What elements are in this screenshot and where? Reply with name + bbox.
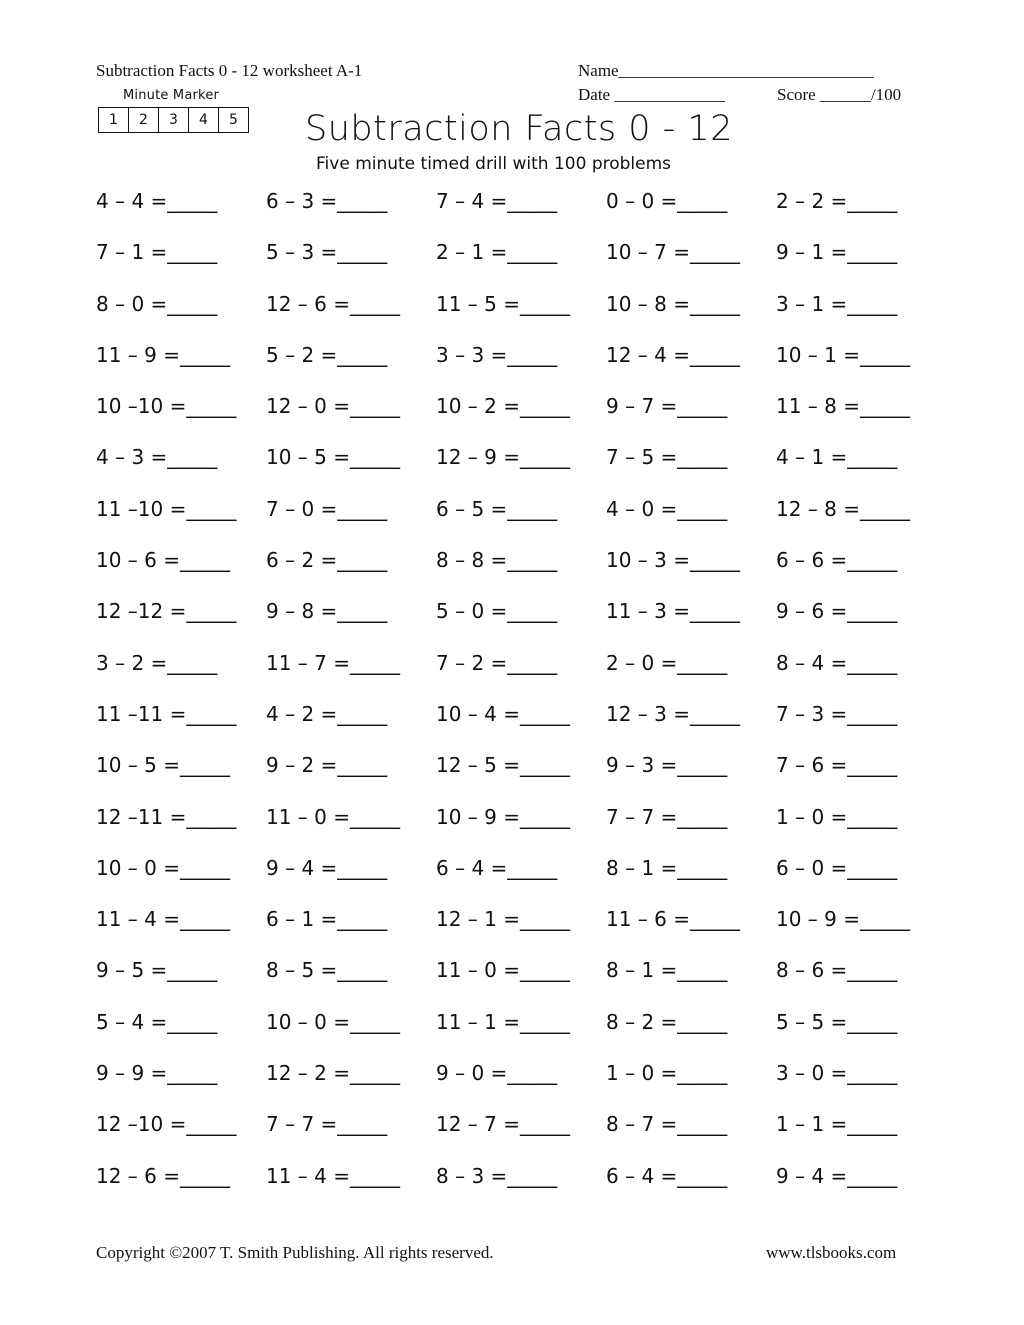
minute-marker-cell: 5 <box>229 112 238 128</box>
subtraction-problem: 6 – 3 =_____ <box>266 189 388 213</box>
subtraction-problem: 9 – 0 =_____ <box>436 1061 558 1086</box>
subtraction-problem: 9 – 9 =_____ <box>96 1061 218 1086</box>
subtraction-problem: 8 – 1 =_____ <box>606 958 728 983</box>
subtraction-problem: 11 – 4 =_____ <box>266 1163 401 1188</box>
subtraction-problem: 9 – 8 =_____ <box>266 599 388 624</box>
subtraction-problem: 10 – 0 =_____ <box>266 1009 401 1034</box>
subtraction-problem: 11 – 4 =_____ <box>96 907 231 932</box>
website-url: www.tlsbooks.com <box>766 1243 897 1262</box>
subtraction-problem: 9 – 6 =_____ <box>776 599 898 624</box>
subtraction-problem: 12 –11 =_____ <box>96 804 237 829</box>
subtraction-problem: 10 – 5 =_____ <box>266 445 401 470</box>
subtraction-problem: 7 – 4 =_____ <box>436 189 558 213</box>
subtraction-problem: 6 – 1 =_____ <box>266 907 388 932</box>
subtraction-problem: 12 –10 =_____ <box>96 1112 237 1137</box>
subtraction-problem: 9 – 2 =_____ <box>266 753 388 778</box>
minute-marker-cell: 3 <box>159 108 189 132</box>
subtraction-problem: 10 – 2 =_____ <box>436 394 571 419</box>
subtraction-problem: 12 – 8 =_____ <box>776 496 911 521</box>
subtraction-problem: 8 – 2 =_____ <box>606 1009 728 1034</box>
problem-row <box>96 856 976 907</box>
subtraction-problem: 1 – 1 =_____ <box>776 1112 898 1137</box>
subtraction-problem: 4 – 1 =_____ <box>776 445 898 470</box>
problem-row <box>96 1164 976 1215</box>
subtraction-problem: 6 – 0 =_____ <box>776 855 898 880</box>
subtraction-problem: 11 – 8 =_____ <box>776 394 911 419</box>
subtraction-problem: 12 – 0 =_____ <box>266 394 401 419</box>
subtraction-problem: 6 – 2 =_____ <box>266 548 388 573</box>
problem-row <box>96 1061 976 1112</box>
subtraction-problem: 12 –12 =_____ <box>96 599 237 624</box>
page-subtitle: Five minute timed drill with 100 problems <box>316 154 672 174</box>
subtraction-problem: 7 – 5 =_____ <box>606 445 728 470</box>
subtraction-problem: 7 – 2 =_____ <box>436 650 558 675</box>
page-title: Subtraction Facts 0 - 12 <box>305 109 733 149</box>
problem-row <box>96 958 976 1009</box>
subtraction-problem: 10 – 6 =_____ <box>96 548 231 573</box>
problem-row <box>96 497 976 548</box>
subtraction-problem: 10 – 0 =_____ <box>96 855 231 880</box>
subtraction-problem: 12 – 1 =_____ <box>436 907 571 932</box>
subtraction-problem: 1 – 0 =_____ <box>606 1061 728 1086</box>
problem-row <box>96 445 976 496</box>
score-field: Score ______/100 <box>777 85 902 104</box>
problem-grid <box>96 189 976 1215</box>
subtraction-problem: 8 – 0 =_____ <box>96 291 218 316</box>
subtraction-problem: 9 – 4 =_____ <box>266 855 388 880</box>
subtraction-problem: 10 – 1 =_____ <box>776 342 911 367</box>
subtraction-problem: 9 – 7 =_____ <box>606 394 728 419</box>
subtraction-problem: 6 – 4 =_____ <box>606 1163 728 1188</box>
problem-row <box>96 702 976 753</box>
subtraction-problem: 3 – 1 =_____ <box>776 291 898 316</box>
subtraction-problem: 9 – 1 =_____ <box>776 240 898 265</box>
subtraction-problem: 5 – 5 =_____ <box>776 1009 898 1034</box>
subtraction-problem: 9 – 4 =_____ <box>776 1163 898 1188</box>
problem-row <box>96 599 976 650</box>
subtraction-problem: 7 – 1 =_____ <box>96 240 218 265</box>
subtraction-problem: 10 – 3 =_____ <box>606 548 741 573</box>
problem-row <box>96 1112 976 1163</box>
subtraction-problem: 11 – 3 =_____ <box>606 599 741 624</box>
problem-row <box>96 805 976 856</box>
subtraction-problem: 12 – 7 =_____ <box>436 1112 571 1137</box>
subtraction-problem: 9 – 3 =_____ <box>606 753 728 778</box>
subtraction-problem: 0 – 0 =_____ <box>606 189 728 213</box>
problem-row <box>96 651 976 702</box>
subtraction-problem: 7 – 0 =_____ <box>266 496 388 521</box>
subtraction-problem: 4 – 0 =_____ <box>606 496 728 521</box>
subtraction-problem: 4 – 4 =_____ <box>96 189 218 213</box>
subtraction-problem: 2 – 2 =_____ <box>776 189 898 213</box>
subtraction-problem: 4 – 3 =_____ <box>96 445 218 470</box>
problem-row <box>96 292 976 343</box>
minute-marker-label: Minute Marker <box>123 88 220 103</box>
minute-marker-cell: 4 <box>189 108 219 132</box>
problem-row <box>96 907 976 958</box>
subtraction-problem: 10 – 7 =_____ <box>606 240 741 265</box>
subtraction-problem: 11 – 6 =_____ <box>606 907 741 932</box>
subtraction-problem: 6 – 4 =_____ <box>436 855 558 880</box>
subtraction-problem: 8 – 1 =_____ <box>606 855 728 880</box>
subtraction-problem: 2 – 0 =_____ <box>606 650 728 675</box>
worksheet-title: Subtraction Facts 0 - 12 worksheet A-1 <box>96 61 363 80</box>
subtraction-problem: 3 – 3 =_____ <box>436 342 558 367</box>
problem-row <box>96 343 976 394</box>
subtraction-problem: 7 – 7 =_____ <box>266 1112 388 1137</box>
minute-marker-cell: 2 <box>129 108 159 132</box>
subtraction-problem: 12 – 5 =_____ <box>436 753 571 778</box>
copyright-notice: Copyright ©2007 T. Smith Publishing. All rights reserved. <box>96 1243 494 1262</box>
problem-row <box>96 1010 976 1061</box>
subtraction-problem: 10 – 8 =_____ <box>606 291 741 316</box>
problem-row <box>96 189 976 240</box>
subtraction-problem: 8 – 7 =_____ <box>606 1112 728 1137</box>
date-field: Date _____________ <box>578 85 725 104</box>
subtraction-problem: 10 – 4 =_____ <box>436 701 571 726</box>
subtraction-problem: 1 – 0 =_____ <box>776 804 898 829</box>
subtraction-problem: 12 – 6 =_____ <box>266 291 401 316</box>
problem-row <box>96 548 976 599</box>
problem-row <box>96 753 976 804</box>
subtraction-problem: 12 – 3 =_____ <box>606 701 741 726</box>
subtraction-problem: 12 – 2 =_____ <box>266 1061 401 1086</box>
problem-row <box>96 240 976 291</box>
name-field: Name______________________________ <box>578 61 874 80</box>
subtraction-problem: 11 – 0 =_____ <box>266 804 401 829</box>
subtraction-problem: 11 – 7 =_____ <box>266 650 401 675</box>
subtraction-problem: 11 –10 =_____ <box>96 496 237 521</box>
subtraction-problem: 7 – 3 =_____ <box>776 701 898 726</box>
subtraction-problem: 4 – 2 =_____ <box>266 701 388 726</box>
subtraction-problem: 10 – 9 =_____ <box>436 804 571 829</box>
subtraction-problem: 10 –10 =_____ <box>96 394 237 419</box>
subtraction-problem: 11 – 9 =_____ <box>96 342 231 367</box>
subtraction-problem: 10 – 9 =_____ <box>776 907 911 932</box>
subtraction-problem: 5 – 3 =_____ <box>266 240 388 265</box>
subtraction-problem: 5 – 4 =_____ <box>96 1009 218 1034</box>
subtraction-problem: 9 – 5 =_____ <box>96 958 218 983</box>
subtraction-problem: 12 – 9 =_____ <box>436 445 571 470</box>
minute-marker-boxes <box>98 107 249 133</box>
subtraction-problem: 6 – 5 =_____ <box>436 496 558 521</box>
subtraction-problem: 8 – 6 =_____ <box>776 958 898 983</box>
problem-row <box>96 394 976 445</box>
subtraction-problem: 5 – 2 =_____ <box>266 342 388 367</box>
subtraction-problem: 11 – 0 =_____ <box>436 958 571 983</box>
subtraction-problem: 6 – 6 =_____ <box>776 548 898 573</box>
subtraction-problem: 11 – 1 =_____ <box>436 1009 571 1034</box>
subtraction-problem: 7 – 7 =_____ <box>606 804 728 829</box>
subtraction-problem: 11 –11 =_____ <box>96 701 237 726</box>
subtraction-problem: 3 – 2 =_____ <box>96 650 218 675</box>
subtraction-problem: 2 – 1 =_____ <box>436 240 558 265</box>
subtraction-problem: 11 – 5 =_____ <box>436 291 571 316</box>
subtraction-problem: 8 – 8 =_____ <box>436 548 558 573</box>
subtraction-problem: 7 – 6 =_____ <box>776 753 898 778</box>
subtraction-problem: 12 – 6 =_____ <box>96 1163 231 1188</box>
subtraction-problem: 3 – 0 =_____ <box>776 1061 898 1086</box>
subtraction-problem: 8 – 5 =_____ <box>266 958 388 983</box>
subtraction-problem: 5 – 0 =_____ <box>436 599 558 624</box>
minute-marker-cell: 1 <box>99 108 129 132</box>
subtraction-problem: 12 – 4 =_____ <box>606 342 741 367</box>
subtraction-problem: 10 – 5 =_____ <box>96 753 231 778</box>
subtraction-problem: 8 – 3 =_____ <box>436 1163 558 1188</box>
subtraction-problem: 8 – 4 =_____ <box>776 650 898 675</box>
